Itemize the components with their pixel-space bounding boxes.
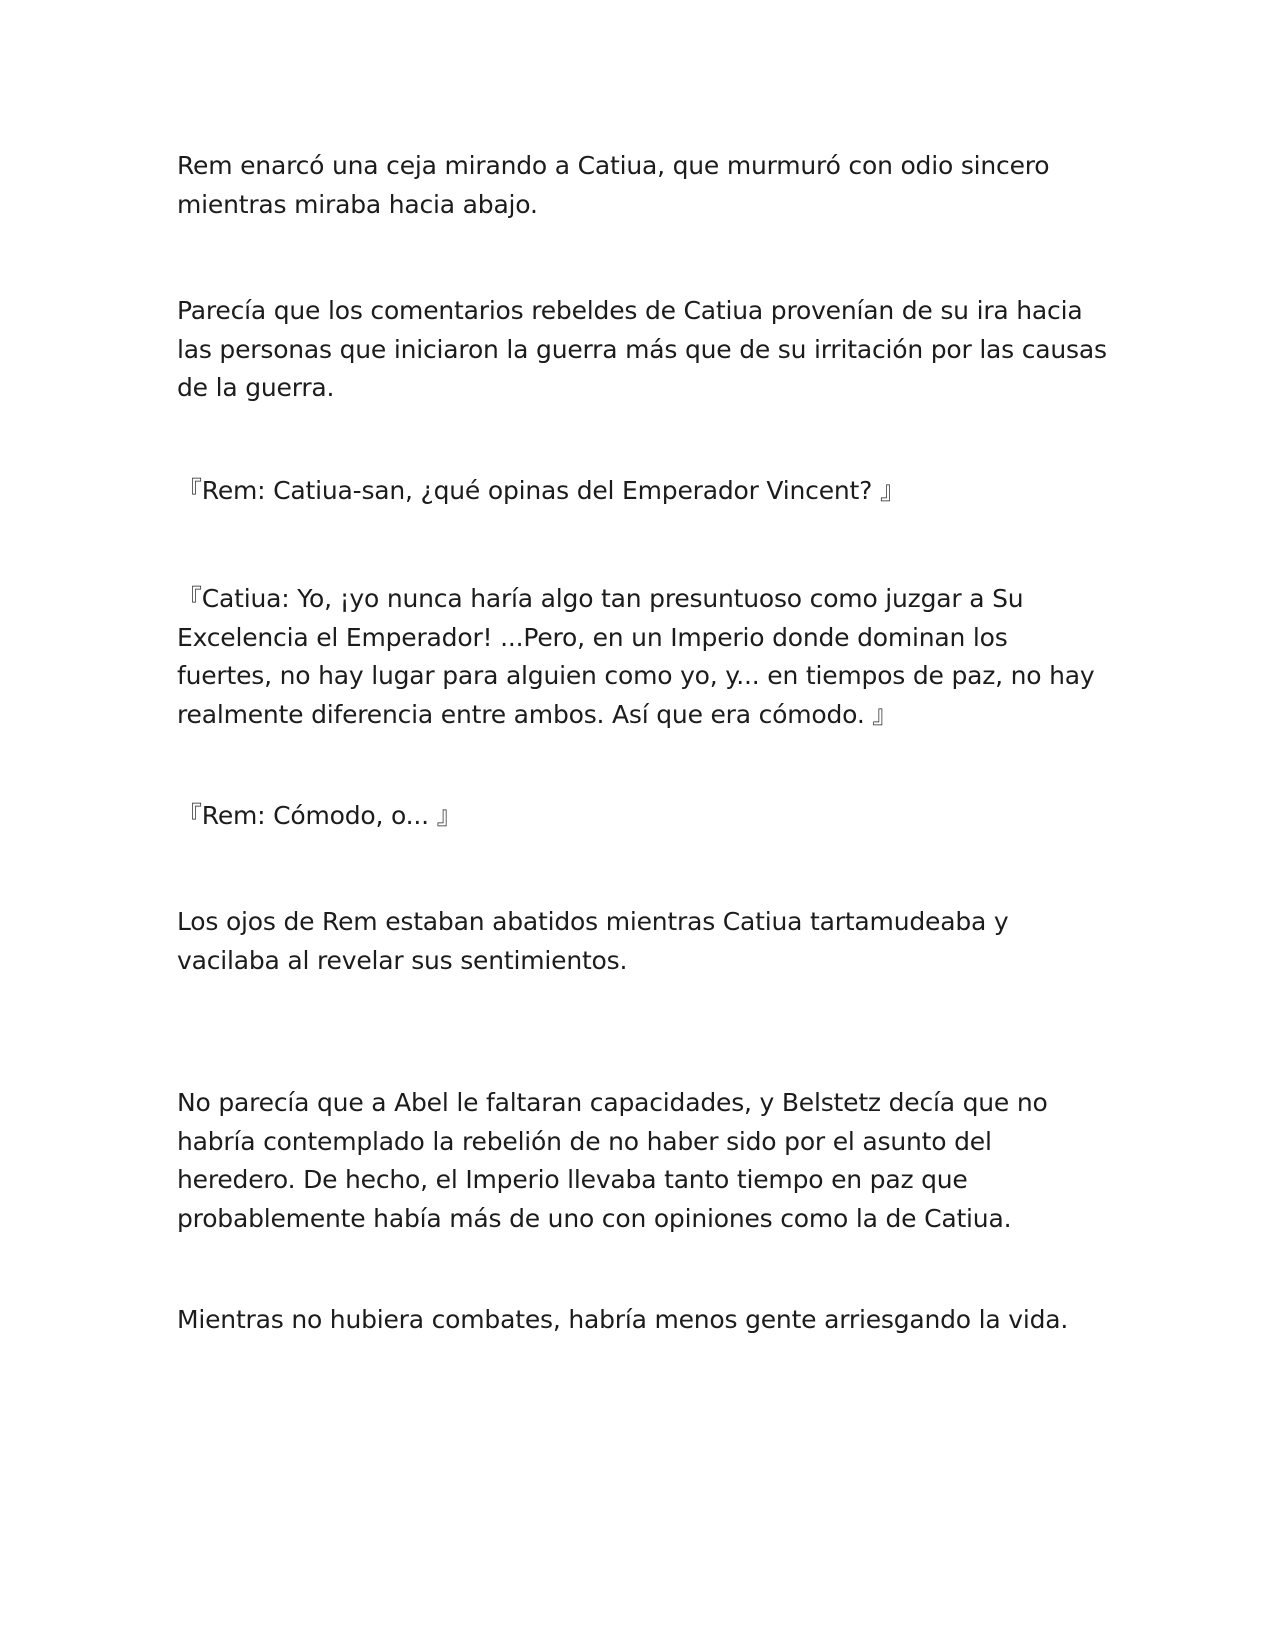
dialogue-catiua-answer: 『Catiua: Yo, ¡yo nunca haría algo tan presuntuoso como juzgar a Su Excelencia el Emperador! ...Pero, en un Imperio donde dominan los fuertes, no hay lugar para alguien como yo, y... en tiempos de paz, no hay realmente diferencia entre ambos. Así que era cómodo. 』 xyxy=(177,584,1095,729)
paragraph-6: Los ojos de Rem estaban abatidos mientras Catiua tartamudeaba y vacilaba al revelar sus sentimientos. xyxy=(177,907,1009,975)
dialogue-rem-reply: 『Rem: Cómodo, o... 』 xyxy=(177,801,462,830)
paragraph-7: No parecía que a Abel le faltaran capacidades, y Belstetz decía que no habría contemplado la rebelión de no haber sido por el asunto del heredero. De hecho, el Imperio llevaba tanto tiempo en paz que probablemente había más de uno con opiniones como la de Catiua. xyxy=(177,1088,1048,1233)
paragraph-2: Parecía que los comentarios rebeldes de Catiua provenían de su ira hacia las personas que iniciaron la guerra más que de su irritación por las causas de la guerra. xyxy=(177,296,1107,402)
paragraph-8: Mientras no hubiera combates, habría menos gente arriesgando la vida. xyxy=(177,1305,1069,1334)
dialogue-rem-question: 『Rem: Catiua-san, ¿qué opinas del Emperador Vincent? 』 xyxy=(177,476,905,505)
paragraph-1: Rem enarcó una ceja mirando a Catiua, que murmuró con odio sincero mientras miraba hacia abajo. xyxy=(177,151,1050,219)
